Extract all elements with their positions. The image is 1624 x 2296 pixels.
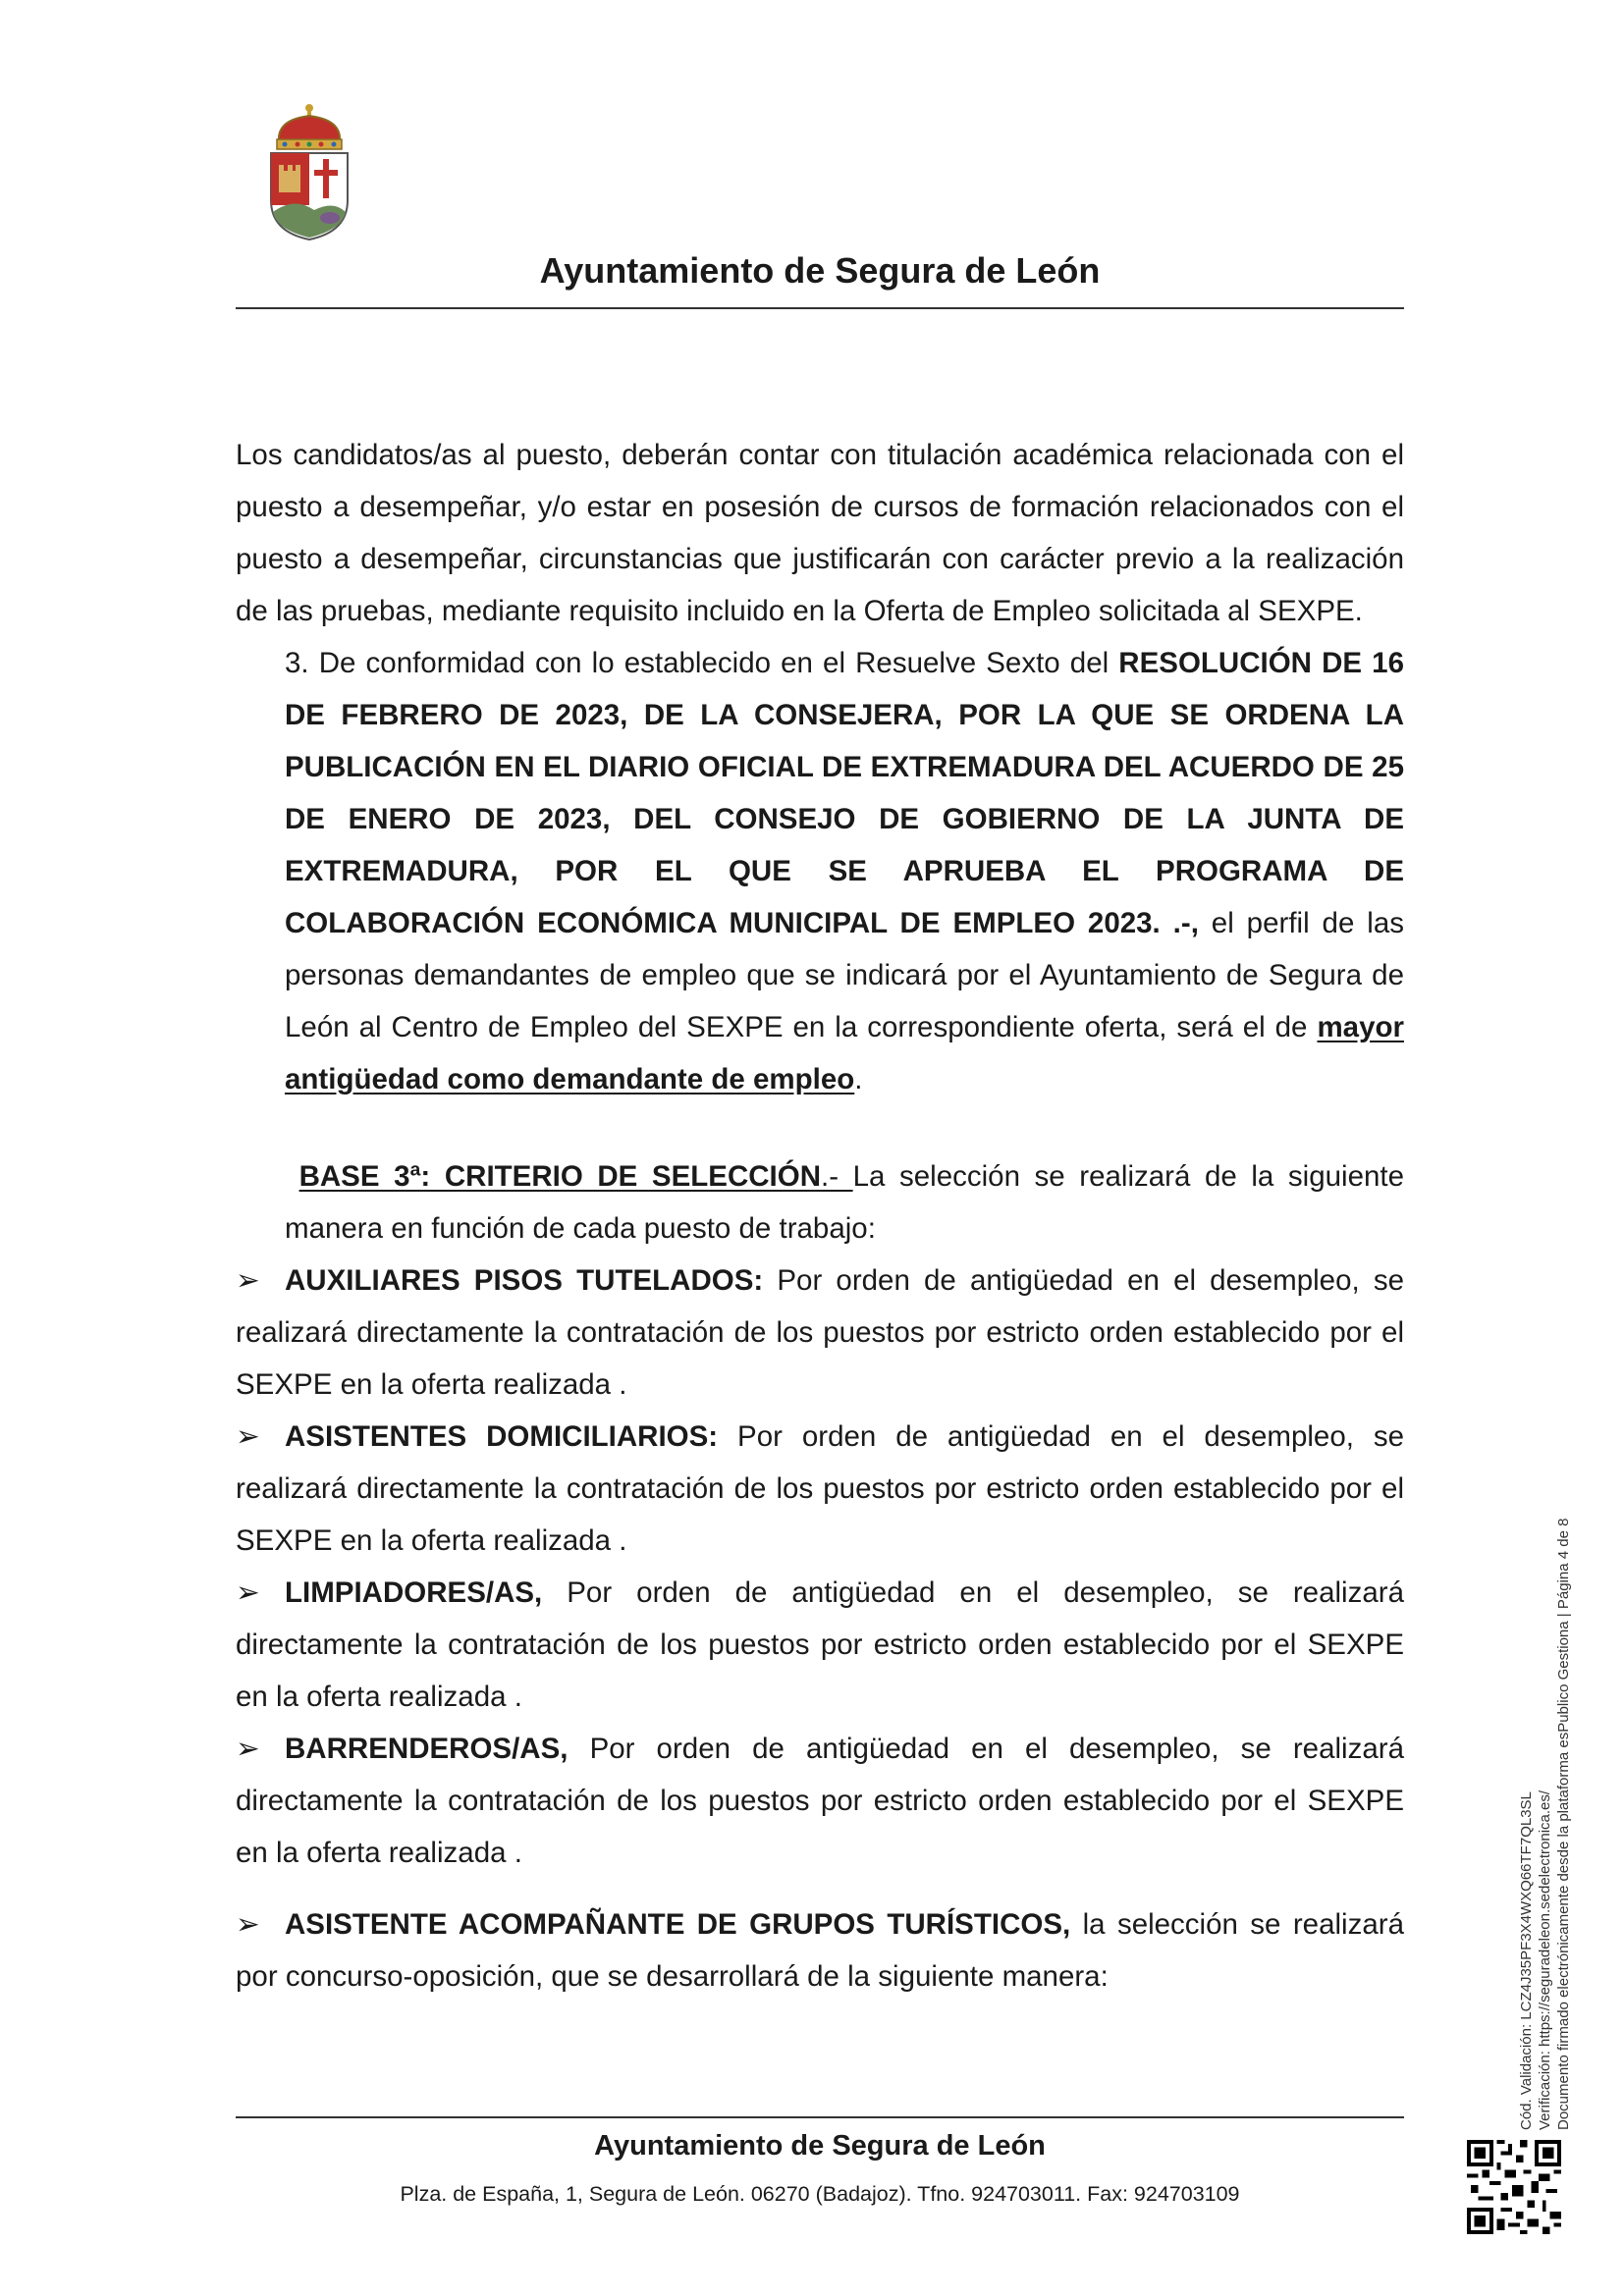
spacer [236,1879,1404,1898]
list-item [236,1723,1404,1879]
coat-of-arms-icon [265,102,353,241]
qr-code-icon [1467,2140,1561,2234]
base-3-paragraph [285,1150,1404,1255]
validation-code: Cód. Validación: LCZ4J35PF3X4WXQ66TF7QL3SL [1518,1791,1535,2130]
list-item-text: la selección se realizará por concurso-oposición, que se desarrollará de la siguiente manera: [236,1908,1404,1993]
page-header-title: Ayuntamiento de Segura de León [539,250,1101,291]
list-item-label: AUXILIARES PISOS TUTELADOS: [285,1264,764,1297]
footer-title: Ayuntamiento de Segura de León [594,2130,1046,2162]
base-3-text: La selección se realizará de la siguiente manera en función de cada puesto de trabajo: [285,1160,1404,1245]
selection-criterion-underlined: mayor antigüedad como demandante de empleo [285,1011,1404,1095]
verification-url: Verificación: https://seguradeleon.sedelectronica.es/ [1537,1789,1553,2130]
point-3-paragraph [285,637,1404,1105]
list-item-text: Por orden de antigüedad en el desempleo, se realizará directamente la contratación de los puestos por estricto orden establecido por el SEXPE en la oferta realizada . [236,1576,1404,1713]
verification-sidebar [1517,1423,1573,2130]
list-item-label: LIMPIADORES/AS, [285,1576,543,1609]
arrow-bullet-icon: ➢ [236,1908,260,1941]
point-3-suffix: . [854,1063,863,1095]
arrow-bullet-icon: ➢ [236,1264,260,1297]
resolution-title: RESOLUCIÓN DE 16 DE FEBRERO DE 2023, DE LA CONSEJERA, POR LA QUE SE ORDENA LA PUBLICACIÓN EN EL DIARIO OFICIAL DE EXTREMADURA DEL ACUERDO DE 25 DE ENERO DE 2023, DEL CONSEJO DE GOBIERNO DE LA JUNTA DE EXTREMADURA, POR EL QUE SE APRUEBA EL PROGRAMA DE COLABORACIÓN ECONÓMICA MUNICIPAL DE EMPLEO 2023. .-, [285,647,1404,939]
list-item [236,1255,1404,1411]
list-item-text: Por orden de antigüedad en el desempleo, se realizará directamente la contratación de los puestos por estricto orden establecido por el SEXPE en la oferta realizada . [236,1264,1404,1401]
base-3-heading: BASE 3ª: CRITERIO DE SELECCIÓN [298,1160,822,1193]
intro-paragraph: Los candidatos/as al puesto, deberán contar con titulación académica relacionada con el puesto a desempeñar, y/o estar en posesión de cursos de formación relacionados con el puesto a desempeñar, circunstancias que justificarán con carácter previo a la realización de las pruebas, mediante requisito incluido en la Oferta de Empleo solicitada al SEXPE. [236,439,1404,627]
arrow-bullet-icon: ➢ [236,1420,260,1453]
arrow-bullet-icon: ➢ [236,1576,260,1609]
arrow-bullet-icon: ➢ [236,1733,260,1765]
base-3-heading-tail: .- [821,1160,853,1193]
footer-address: Plza. de España, 1, Segura de León. 06270 (Badajoz). Tfno. 924703011. Fax: 924703109 [400,2182,1240,2206]
point-3-middle: el perfil de las personas demandantes de empleo que se indicará por el Ayuntamiento de Segura de León al Centro de Empleo del SEXPE en la correspondiente oferta, será el de [285,907,1404,1043]
signature-note: Documento firmado electrónicamente desde la plataforma esPublico Gestiona | Página 4 de 8 [1555,1518,1572,2130]
list-item [236,1898,1404,2002]
list-item-text: Por orden de antigüedad en el desempleo, se realizará directamente la contratación de los puestos por estricto orden establecido por el SEXPE en la oferta realizada . [236,1420,1404,1557]
list-item [236,1411,1404,1567]
point-3-prefix: 3. De conformidad con lo establecido en el Resuelve Sexto del [285,647,1119,679]
list-item-text: Por orden de antigüedad en el desempleo, se realizará directamente la contratación de los puestos por estricto orden establecido por el SEXPE en la oferta realizada . [236,1733,1404,1869]
list-item [236,1567,1404,1723]
header-divider [236,307,1404,309]
list-item-label: BARRENDEROS/AS, [285,1733,568,1765]
list-item-label: ASISTENTES DOMICILIARIOS: [285,1420,719,1453]
list-item-label: ASISTENTE ACOMPAÑANTE DE GRUPOS TURÍSTICOS, [285,1908,1071,1941]
document-body [236,429,1404,2002]
footer-divider [236,2116,1404,2118]
spacer [236,1105,1404,1150]
